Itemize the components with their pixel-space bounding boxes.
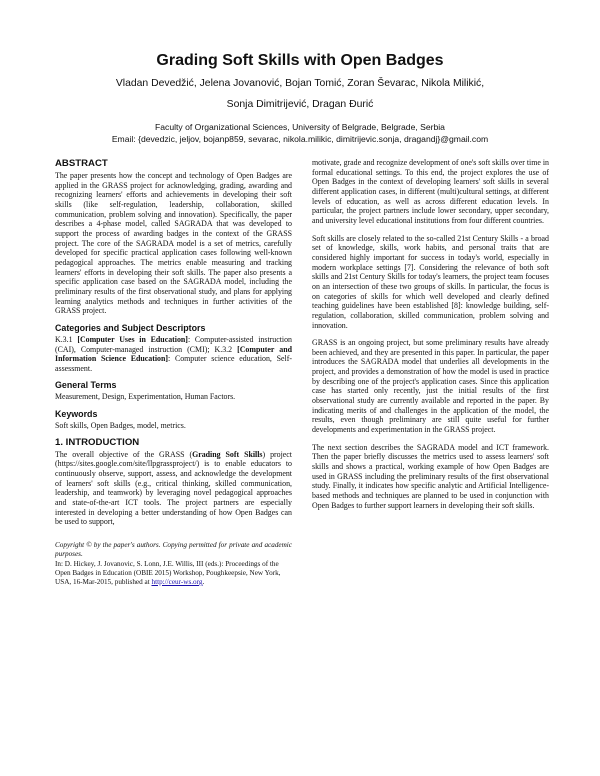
abstract-heading: ABSTRACT [55, 158, 108, 169]
copyright-notice: Copyright © by the paper's authors. Copying permitted for private and academic purposes. [55, 541, 292, 559]
intro-text-rest: ) project (https://sites.google.com/site/llpgrassproject/) is to enable educators to continuously observe, support, assess, and acknowledge the development of learners' soft skills (e.g., critical thinking, skilled communication, leadership, and teamwork) by leveraging novel pedagogical approaches and state-of-the-art ICT tools. The project partners are especially interested in developing a better understanding of how Open Badges can be used to support, [55, 449, 292, 527]
left-column [55, 158, 292, 587]
right-column [312, 158, 549, 510]
category-k31-desc: : Computer-assisted instruction (CAI), Computer-managed instruction (CMI); [55, 334, 292, 354]
paper-title: Grading Soft Skills with Open Badges [156, 52, 444, 69]
body-paragraph-3: GRASS is an ongoing project, but some preliminary results have already been achieved, and they are presented in this paper. In particular, the paper introduces the SAGRADA model that underlies all developments in the project, and provides a demonstration of how the model is used in practice by describing one of the project's application cases. Since this application case has started only recently, just the initial results of the first observational study are currently available and reported in the paper. By indicating merits of and challenges in the application of the model, the results, even though preliminary are still quite useful for further developments and experimentation in the GRASS project. [312, 338, 549, 435]
general-terms-heading: General Terms [55, 380, 117, 391]
category-code-k31: K.3.1 [55, 334, 78, 344]
ceur-link[interactable]: http://ceur-ws.org [151, 578, 203, 587]
body-paragraph-1: motivate, grade and recognize development of one's soft skills over time in formal educational settings. To this end, the project explores the use of Open Badges in the context of developing learners' soft skills in several different application cases, in different (multi)cultural settings, at different levels of education, as well as across different education levels. In particular, the project partners include lower secondary, upper secondary, and university level educational institutions from four different countries. [312, 158, 549, 225]
publication-text: In: D. Hickey, J. Jovanovic, S. Lonn, J.E. Willis, III (eds.): Proceedings of the Open Badges in Education (OBIE 2015) Workshop, Poughkeepsie, New York, USA, 16-Mar-2015, published at [55, 560, 281, 587]
keywords-text: Soft skills, Open Badges, model, metrics. [55, 421, 186, 431]
abstract-text: The paper presents how the concept and technology of Open Badges are applied in the GRASS project for acknowledging, grading, awarding and recognizing learners' efforts and achievements in developing their soft skills (like self-regulation, leadership, collaboration, skilled communication, problem solving and innovation). Specifically, the paper describes a 4-phase model, called SAGRADA that was developed to support the process of awarding badges in the context of the GRASS project. The core of the SAGRADA model is a set of metrics, carefully developed for specific practical application cases following well-known pedagogical approaches. The metrics enable measuring and tracking learners' efforts in developing their soft skills. The paper also presents a specific application case based on the SAGRADA model, including the preliminary results of the first observational study, and plans for applying learning analytics methods and techniques in further activities of the GRASS project. [55, 171, 292, 316]
affiliation: Faculty of Organizational Sciences, University of Belgrade, Belgrade, Serbia [155, 122, 445, 132]
body-paragraph-4: The next section describes the SAGRADA model and ICT framework. Then the paper briefly discusses the metrics used to assess learners' soft skills and shows a practical, working example of how Open Badges are used in GRASS including the preliminary results of the first observational study. Finally, it indicates how specific analytic and Artificial Intelligence-based methods and techniques are planned to be used in conjunction with Open Badges to further support learners in developing their soft skills. [312, 442, 549, 510]
author-list-line-1: Vladan Devedžić, Jelena Jovanović, Bojan Tomić, Zoran Ševarac, Nikola Milikić, [115, 78, 485, 89]
intro-text-start: The overall objective of the GRASS ( [55, 449, 193, 459]
intro-project-name: Grading Soft Skills [192, 449, 263, 459]
category-k32-title: [Computer and Information Science Education] [55, 344, 292, 364]
category-k31-title: [Computer Uses in Education] [77, 334, 188, 344]
author-list-line-2: Sonja Dimitrijević, Dragan Đurić [226, 99, 374, 110]
categories-text [55, 335, 292, 374]
general-terms-text: Measurement, Design, Experimentation, Human Factors. [55, 392, 236, 402]
publication-info: In: D. Hickey, J. Jovanovic, S. Lonn, J.E. Willis, III (eds.): Proceedings of the Open Badges in Education (OBIE 2015) Workshop, Poughkeepsie, New York, USA, 16-Mar-2015, published at http://ceur-ws.org. [55, 560, 281, 587]
author-emails: Email: {devedzic, jeljov, bojanp859, sevarac, nikola.milikic, dimitrijevic.sonja, dragandj}@gmail.com [111, 134, 489, 144]
category-k32-desc: : Computer science education, Self-assessment. [55, 354, 292, 373]
introduction-paragraph [55, 450, 292, 527]
footnote [55, 541, 292, 587]
keywords-heading: Keywords [55, 409, 98, 420]
category-code-k32: K.3.2 [214, 344, 238, 354]
introduction-heading: 1. INTRODUCTION [55, 436, 140, 448]
body-paragraph-2: Soft skills are closely related to the so-called 21st Century Skills - a broad set of knowledge, skills, work habits, and personal traits that are considered highly important for success in today's world, especially in modern workplace settings [7]. Considering the relevance of both soft skills and 21st Century Skills for today's learners, the project team focuses on an intersection of these two groups of skills. In particular, the focus is on categories of skills for which well developed and clearly defined teaching guidelines have been established [8]: knowledge building, self-regulation, collaboration, skilled communication, problem solving and innovation. [312, 233, 549, 330]
categories-heading: Categories and Subject Descriptors [55, 322, 206, 333]
